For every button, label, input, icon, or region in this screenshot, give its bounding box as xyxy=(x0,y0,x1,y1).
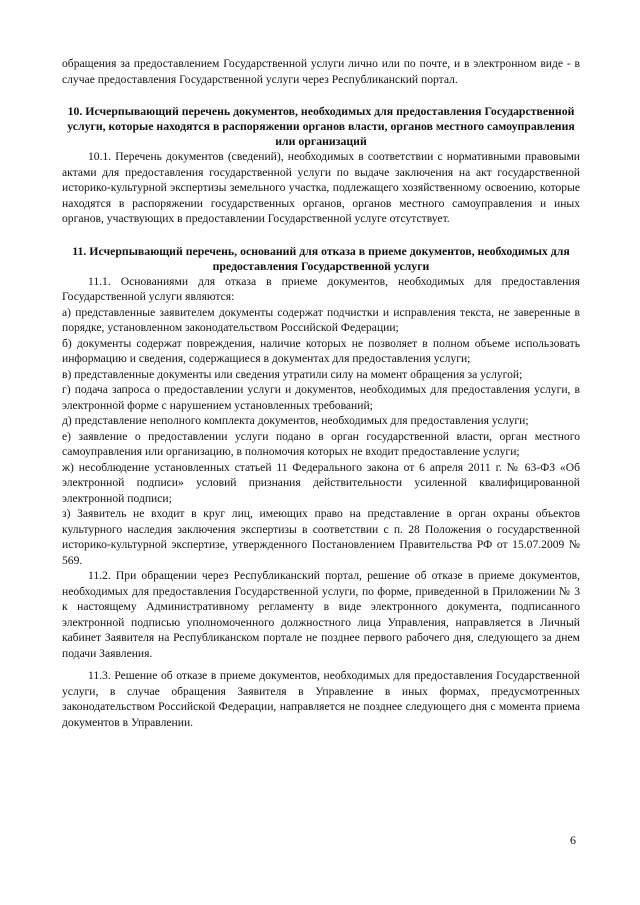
list-item-v: в) представленные документы или сведения утратили силу на момент обращения за услугой; xyxy=(62,367,523,381)
section-11-paragraph-1: 11.1. Основаниями для отказа в приеме документов, необходимых для предоставления Государственной услуги являются: xyxy=(62,274,580,303)
list-item-e: е) заявление о предоставлении услуги подано в орган государственной власти, орган местного самоуправления или организацию, в полномочия которых не входит предоставление услуги; xyxy=(62,429,580,458)
section-11-paragraph-3: 11.3. Решение об отказе в приеме документов, необходимых для предоставления Государственной услуги, в случае обращения Заявителя в Управление в иных формах, предусмотренных законодательством Российской Федерации, направляется не позднее следующего дня с момента приема документов в Управлении. xyxy=(62,669,580,729)
list-item-d: д) представление неполного комплекта документов, необходимых для предоставления услуги; xyxy=(62,414,529,427)
list-item-z: з) Заявитель не входит в круг лиц, имеющих право на представление в орган охраны объектов культурного наследия заключения экспертизы в соответствии с п. 28 Положения о государственной историко-культурной экспертизе, утвержденного Постановлением Правительства РФ от 15.07.2009 № 569. xyxy=(62,507,580,567)
section-10-heading: 10. Исчерпывающий перечень документов, необходимых для предоставления Государственной услуги, которые находятся в распоряжении органов власти, органов местного самоуправления или организаций xyxy=(67,104,575,148)
document-page xyxy=(62,56,580,730)
list-item-zh: ж) несоблюдение установленных статьей 11 Федерального закона от 6 апреля 2011 г. № 63-ФЗ «Об электронной подписи» условий признания действительности усиленной квалифицированной электронной подписи; xyxy=(62,460,580,505)
page-number: 6 xyxy=(570,833,576,847)
list-item-b: б) документы содержат повреждения, наличие которых не позволяет в полном объеме использовать информацию и сведения, содержащиеся в документах для предоставления услуги; xyxy=(62,336,580,365)
section-11-paragraph-2: 11.2. При обращении через Республиканский портал, решение об отказе в приеме документов, необходимых для предоставления Государственной услуги, по форме, приведенной в Приложении № 3 к настоящему Административному регламенту в виде электронного документа, подписанного электронной подписью уполномоченного должностного лица Управления, направляется в Личный кабинет Заявителя на Республиканском портале не позднее первого рабочего дня, следующего за днем подачи Заявления. xyxy=(62,569,580,660)
list-item-a: а) представленные заявителем документы содержат подчистки и исправления текста, не заверенные в порядке, установленном законодательством Российской Федерации; xyxy=(62,305,580,334)
section-10-paragraph-1: 10.1. Перечень документов (сведений), необходимых в соответствии с нормативными правовыми актами для предоставления государственной услуги по выдаче заключения на акт государственной историко-культурной экспертизы земельного участка, подлежащего хозяйственному освоению, которые находятся в распоряжении государственных органов, органов местного самоуправления и иных органов, участвующих в предоставлении Государственной услуге отсутствует. xyxy=(62,150,580,225)
section-11-heading: 11. Исчерпывающий перечень, оснований для отказа в приеме документов, необходимых для предоставления Государственной услуги xyxy=(72,243,570,273)
list-item-g: г) подача запроса о предоставлении услуги и документов, необходимых для предоставления услуги, в электронной форме с нарушением установленных требований; xyxy=(62,383,580,412)
intro-paragraph: обращения за предоставлением Государственной услуги лично или по почте, и в электронном виде - в случае предоставления Государственной услуги через Республиканский портал. xyxy=(62,57,580,86)
